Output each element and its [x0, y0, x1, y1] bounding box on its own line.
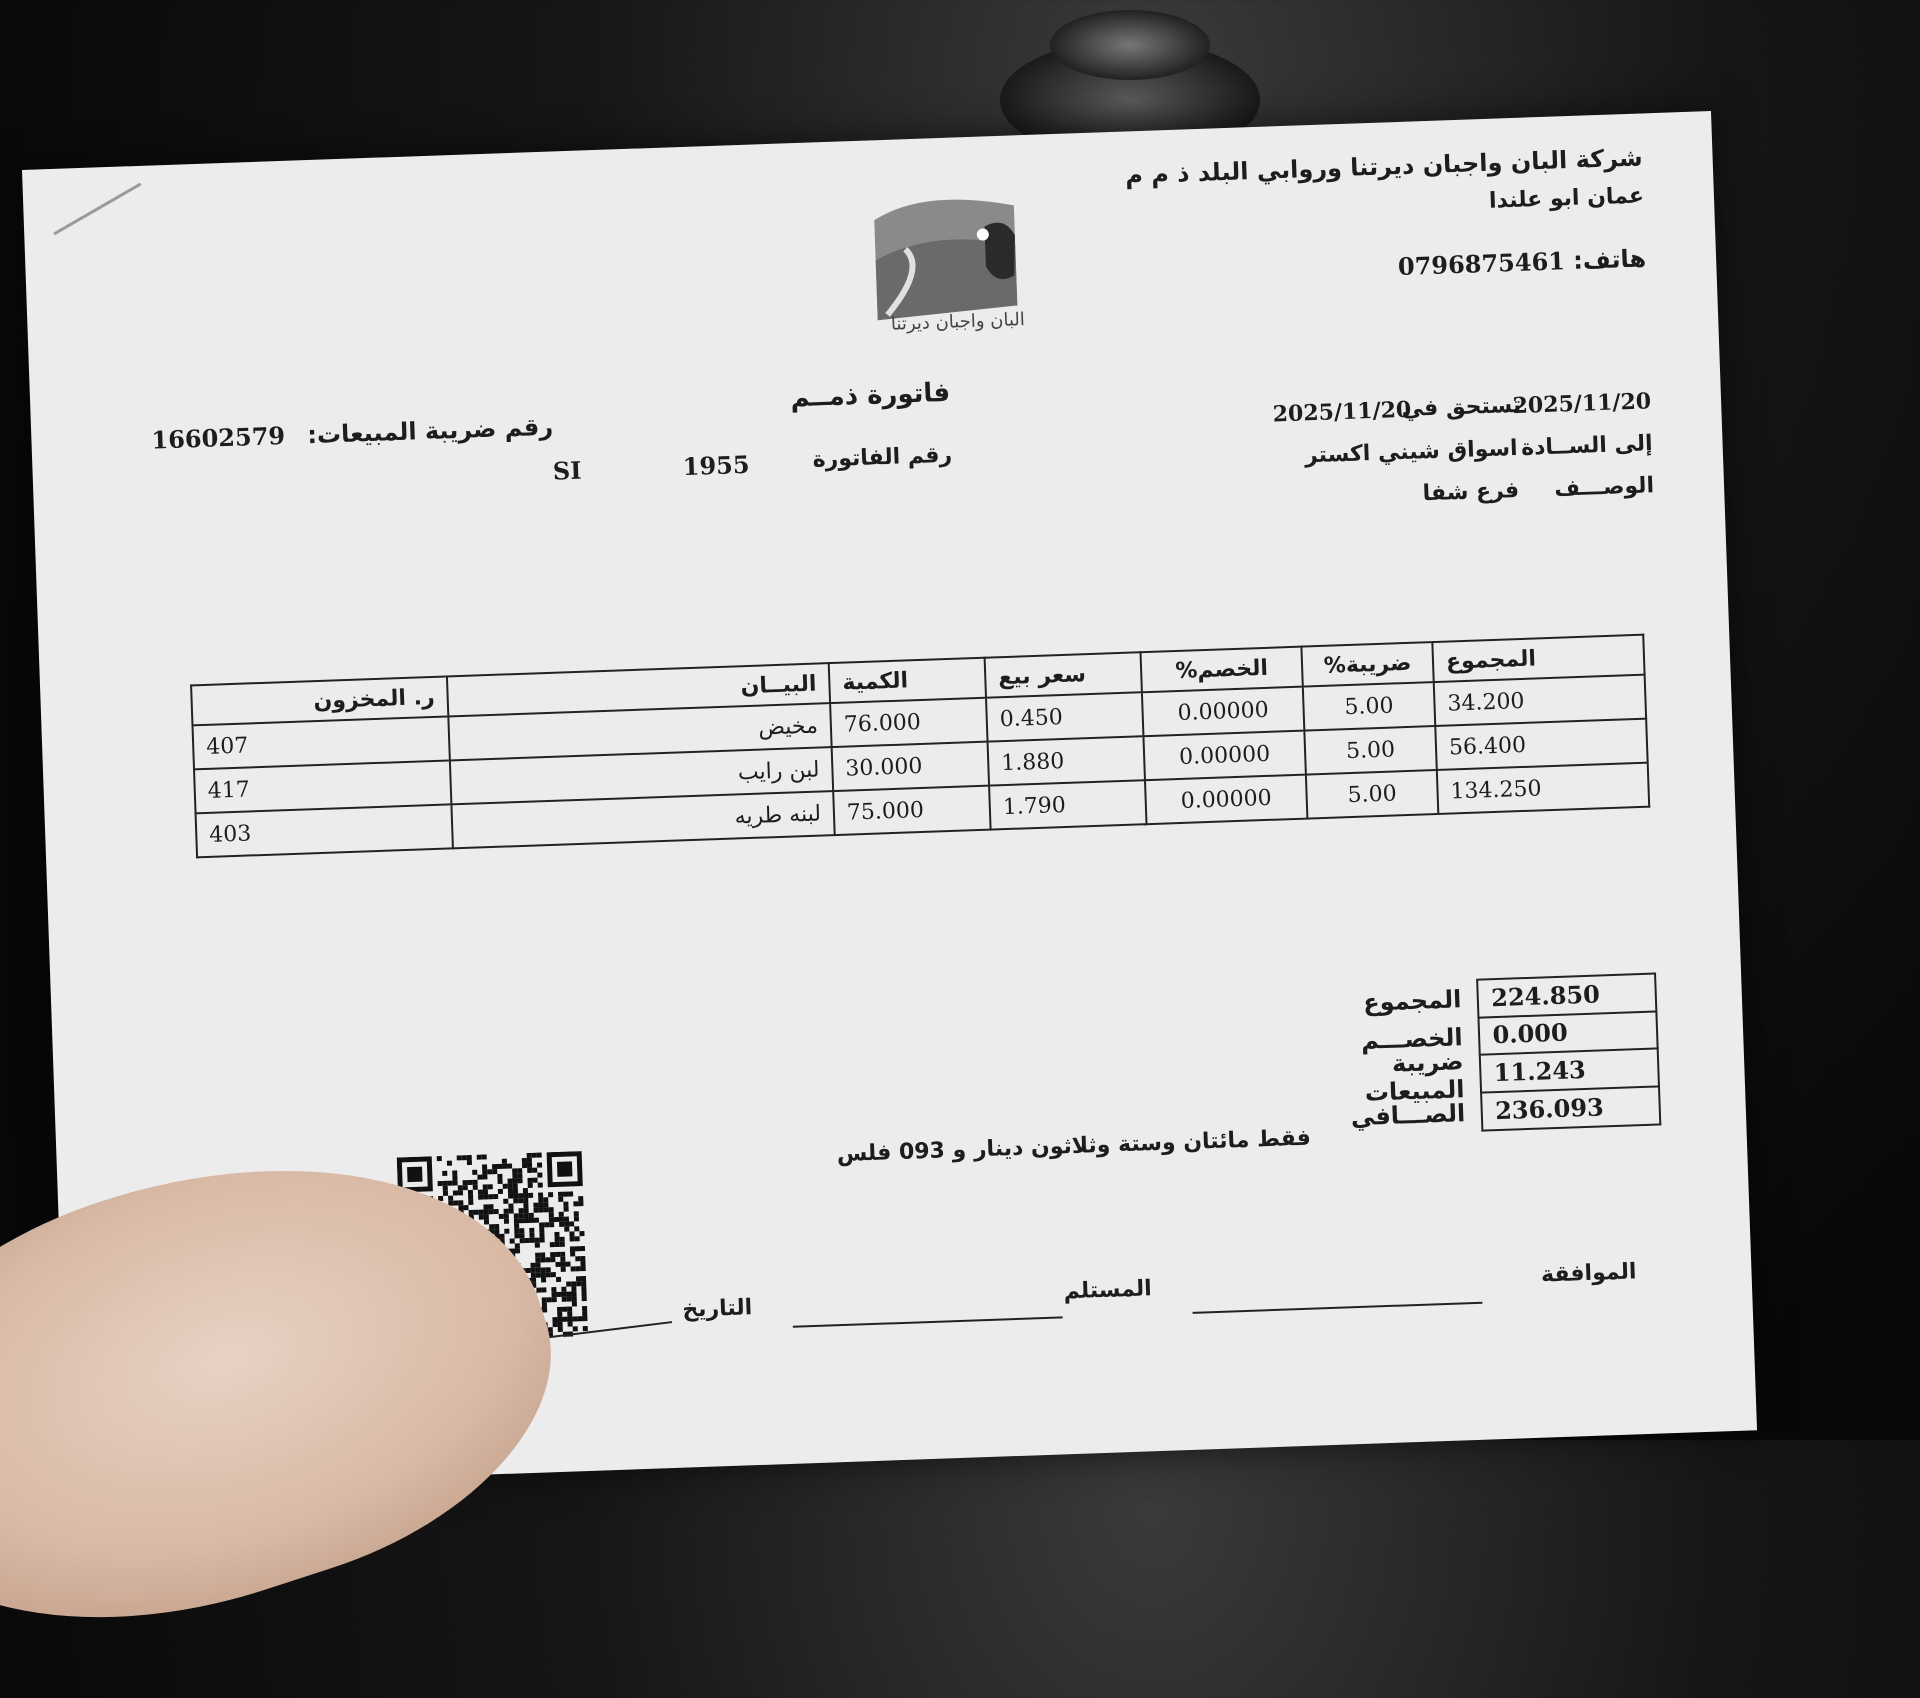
row-tax: 5.00: [1304, 726, 1436, 775]
company-name: شركة البان واجبان ديرتنا وروابي البلد ذ م م: [1124, 143, 1644, 190]
staple: [53, 183, 141, 236]
receiver-label: المستلم: [1063, 1276, 1153, 1305]
row-qty: 75.000: [833, 786, 990, 835]
tax-id-value: 16602579: [151, 420, 286, 455]
tax-label: ضريبة المبيعات: [1364, 1047, 1465, 1107]
invoice-title: فاتورة ذمــم: [789, 377, 951, 414]
row-price: 0.450: [986, 692, 1143, 741]
row-price: 1.790: [989, 780, 1146, 829]
discount-label: الخصـــم: [1360, 1023, 1464, 1055]
receiver-line: [793, 1314, 1063, 1327]
net-value: 236.093: [1481, 1087, 1662, 1131]
invoice-type: SI: [552, 455, 582, 486]
row-discount: 0.00000: [1142, 687, 1304, 737]
net-label: الصـــافي: [1350, 1099, 1466, 1132]
company-logo: [863, 185, 1039, 361]
subtotal-label: المجموع: [1362, 985, 1462, 1017]
due-date: 2025/11/20: [1272, 396, 1412, 428]
row-price: 1.880: [988, 736, 1145, 785]
row-description: لبنه طريه: [451, 791, 834, 848]
totals-box: [1306, 973, 1661, 1137]
row-tax: 5.00: [1306, 770, 1438, 819]
header-stock: ر. المخزون: [191, 676, 448, 725]
row-total: 56.400: [1435, 719, 1647, 770]
row-qty: 30.000: [832, 742, 989, 791]
row-total: 134.250: [1437, 763, 1649, 814]
tax-id-label: رقم ضريبة المبيعات:: [306, 412, 554, 450]
header-qty: الكمية: [829, 658, 986, 703]
description-value: فرع شفا: [1422, 477, 1520, 507]
phone-label: هاتف:: [1572, 244, 1647, 275]
row-description: لبن رايب: [450, 747, 833, 804]
header-tax: ضريبة%: [1301, 642, 1433, 687]
phone-number: 0796875461: [1397, 246, 1566, 282]
row-qty: 76.000: [830, 698, 987, 747]
items-table: [190, 634, 1650, 859]
sales-tax-id: [151, 412, 553, 455]
discount-value: 0.000: [1478, 1011, 1659, 1055]
header-discount: الخصم%: [1141, 647, 1303, 693]
background-object: [1050, 10, 1210, 80]
approval-line: [1192, 1300, 1482, 1314]
approval-label: الموافقة: [1540, 1259, 1637, 1288]
company-location: عمان ابو علندا: [1488, 183, 1645, 214]
recipient-name: اسواق شيني اكستر: [1304, 435, 1519, 469]
invoice-number-label: رقم الفاتورة: [812, 442, 953, 473]
date-label: التاريخ: [681, 1295, 753, 1323]
due-label: تستحق في: [1401, 392, 1522, 422]
row-stock: 403: [196, 804, 453, 857]
row-stock: 407: [192, 716, 449, 769]
amount-in-words: فقط مائتان وستة وثلاثون دينار و 093 فلس: [836, 1125, 1312, 1168]
invoice-date: 2025/11/20: [1512, 388, 1652, 420]
header-total: المجموع: [1432, 635, 1644, 682]
header-price: سعر بيع: [985, 652, 1142, 697]
row-total: 34.200: [1434, 675, 1646, 726]
company-phone: [1397, 243, 1646, 281]
logo-text: البان واجبان ديرتنا: [890, 309, 1026, 335]
row-tax: 5.00: [1303, 682, 1435, 731]
header-description: البيــان: [447, 663, 830, 716]
invoice-number: 1955: [682, 449, 751, 482]
row-discount: 0.00000: [1143, 731, 1305, 781]
tax-value: 11.243: [1479, 1049, 1660, 1093]
row-stock: 417: [194, 760, 451, 813]
row-description: مخيض: [448, 703, 831, 760]
subtotal-value: 224.850: [1477, 972, 1658, 1018]
recipient-label: إلى الســادة: [1520, 431, 1653, 461]
description-label: الوصـــف: [1554, 473, 1655, 502]
row-discount: 0.00000: [1145, 775, 1307, 825]
